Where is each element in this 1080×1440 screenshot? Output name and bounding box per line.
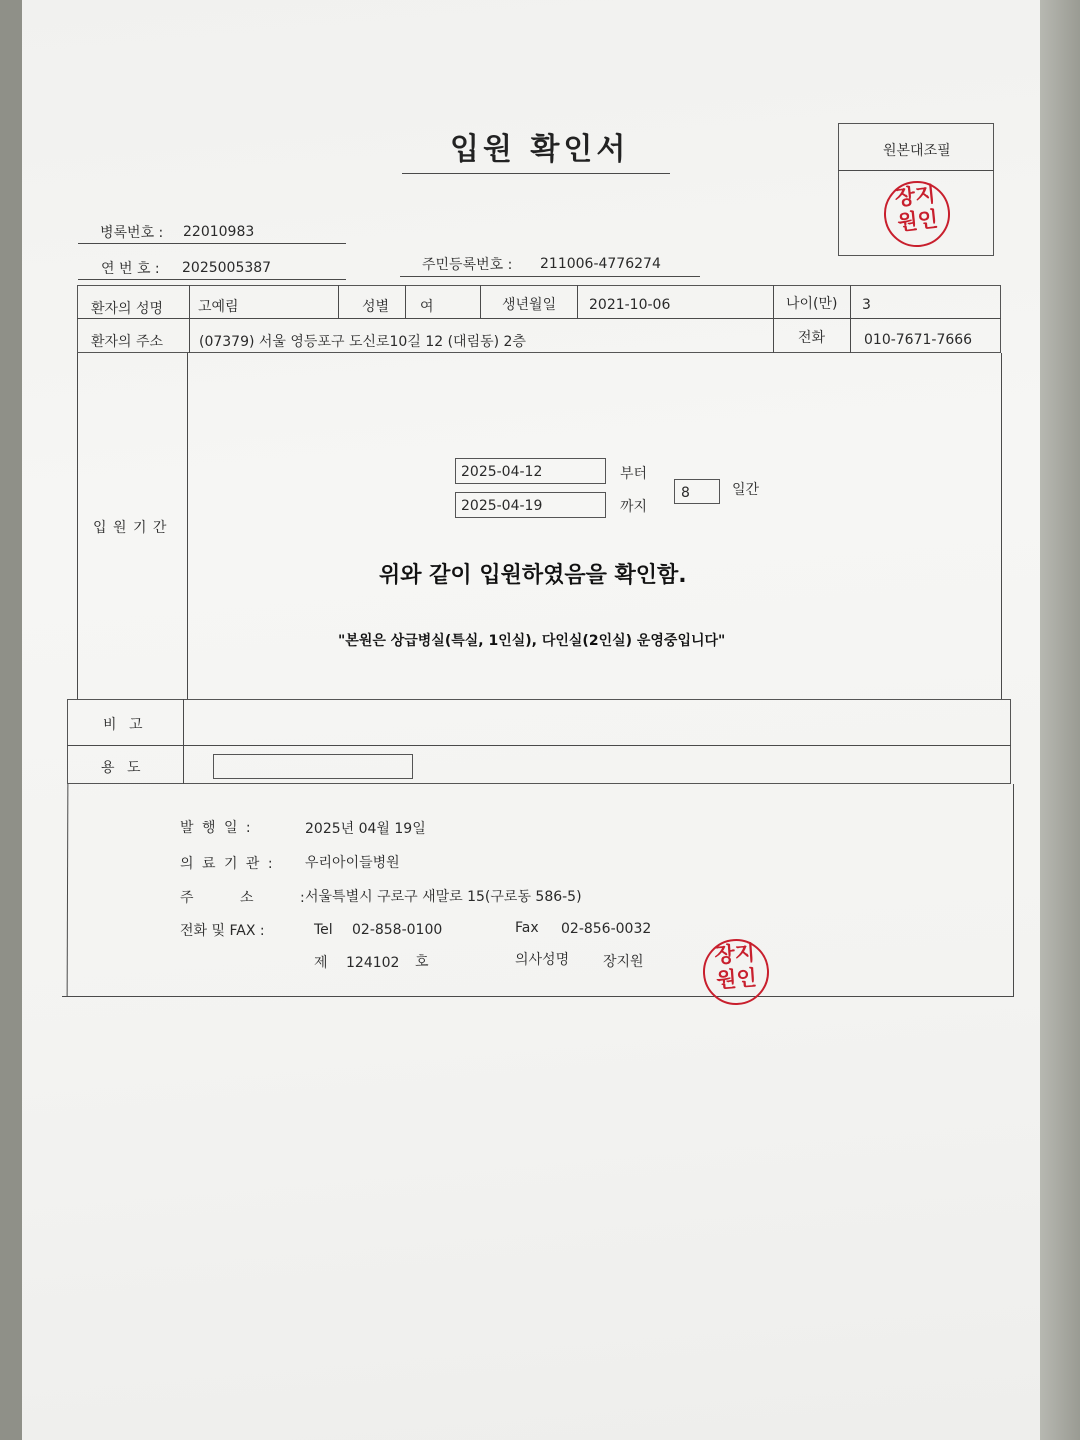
confirmation-statement: 위와 같이 입원하였음을 확인함. [379, 563, 687, 588]
record-no-label: 병록번호 : [100, 225, 164, 241]
patient-address-label: 환자의 주소 [91, 334, 164, 350]
serial-underline [78, 279, 346, 280]
original-copy-label: 원본대조필 [883, 143, 951, 159]
from-label: 부터 [620, 466, 648, 482]
patient-name: 고예림 [198, 299, 239, 315]
room-notice: "본원은 상급병실(특실, 1인실), 다인실(2인실) 운영중입니다" [338, 633, 726, 649]
background-surface [1040, 0, 1080, 1440]
seal-text-line2: 원인 [715, 964, 758, 993]
issuer-address: 서울특별시 구로구 새말로 15(구로동 586-5) [305, 889, 582, 905]
institution-label: 의 료 기 관 : [180, 856, 275, 872]
tel-label: Tel [314, 922, 333, 938]
to-date: 2025-04-19 [461, 498, 543, 514]
seal-text-line2: 원인 [896, 205, 940, 236]
original-copy-divider [838, 170, 994, 171]
patient-col-divider [405, 285, 406, 318]
days-label: 일간 [732, 482, 760, 498]
issue-date-label: 발 행 일 : [180, 820, 253, 836]
issue-date: 2025년 04월 19일 [305, 821, 426, 837]
patient-col-divider [480, 285, 481, 318]
seal-text-line1: 장지 [713, 939, 756, 968]
doctor-name: 장지원 [603, 954, 644, 970]
admission-period-label: 입 원 기 간 [93, 520, 168, 536]
from-date-field [455, 458, 606, 484]
resident-no-underline [400, 276, 700, 277]
period-left-border [77, 353, 78, 700]
period-right-border [1001, 353, 1002, 700]
issuer-address-label: 주 소 : [180, 890, 305, 906]
patient-row-divider [77, 318, 1001, 319]
remarks-row-divider [67, 745, 1011, 746]
remarks-label: 비 고 [103, 717, 147, 733]
to-date-field [455, 492, 606, 518]
fax-value: 02-856-0032 [561, 921, 652, 937]
sex-value: 여 [420, 299, 434, 315]
license-prefix: 제 [314, 955, 328, 971]
patient-address: (07379) 서울 영등포구 도신로10길 12 (대림동) 2층 [199, 334, 526, 350]
seal-text-line1: 장지 [893, 181, 937, 211]
patient-col-divider [577, 285, 578, 318]
record-no-underline [78, 243, 346, 244]
age-label: 나이(만) [786, 296, 838, 312]
remarks-table [67, 699, 1011, 784]
tel-value: 02-858-0100 [352, 922, 443, 938]
patient-col-divider [850, 285, 851, 353]
record-no: 22010983 [183, 224, 255, 240]
sex-label: 성별 [362, 299, 390, 315]
from-date: 2025-04-12 [461, 464, 543, 480]
to-label: 까지 [620, 499, 648, 515]
serial-no: 2025005387 [182, 260, 272, 276]
license-number: 124102 [346, 955, 400, 971]
doctor-label: 의사성명 [515, 952, 570, 968]
resident-no-label: 주민등록번호 : [422, 257, 513, 273]
period-col-divider [187, 353, 188, 700]
days-value: 8 [681, 485, 690, 501]
serial-label: 연 번 호 : [101, 261, 160, 277]
patient-col-divider [189, 285, 190, 353]
document-title: 입원 확인서 [450, 132, 630, 167]
purpose-label: 용 도 [101, 760, 145, 776]
purpose-field [213, 754, 413, 779]
issuer-bottom-border [62, 996, 1014, 997]
age-value: 3 [862, 297, 871, 313]
license-suffix: 호 [415, 954, 429, 970]
resident-no: 211006-4776274 [540, 256, 661, 272]
birth-value: 2021-10-06 [589, 297, 671, 313]
phone-fax-label: 전화 및 FAX : [180, 923, 265, 939]
institution-name: 우리아이들병원 [305, 855, 400, 871]
patient-col-divider [338, 285, 339, 318]
remarks-col-divider [183, 699, 184, 784]
phone-value: 010-7671-7666 [864, 332, 973, 348]
patient-name-label: 환자의 성명 [91, 301, 164, 317]
phone-label: 전화 [798, 330, 826, 346]
issuer-right-border [1013, 784, 1014, 996]
birth-label: 생년월일 [502, 297, 557, 313]
fax-label: Fax [515, 920, 539, 936]
patient-col-divider [773, 285, 774, 353]
days-field [674, 479, 720, 504]
title-underline [402, 173, 670, 174]
